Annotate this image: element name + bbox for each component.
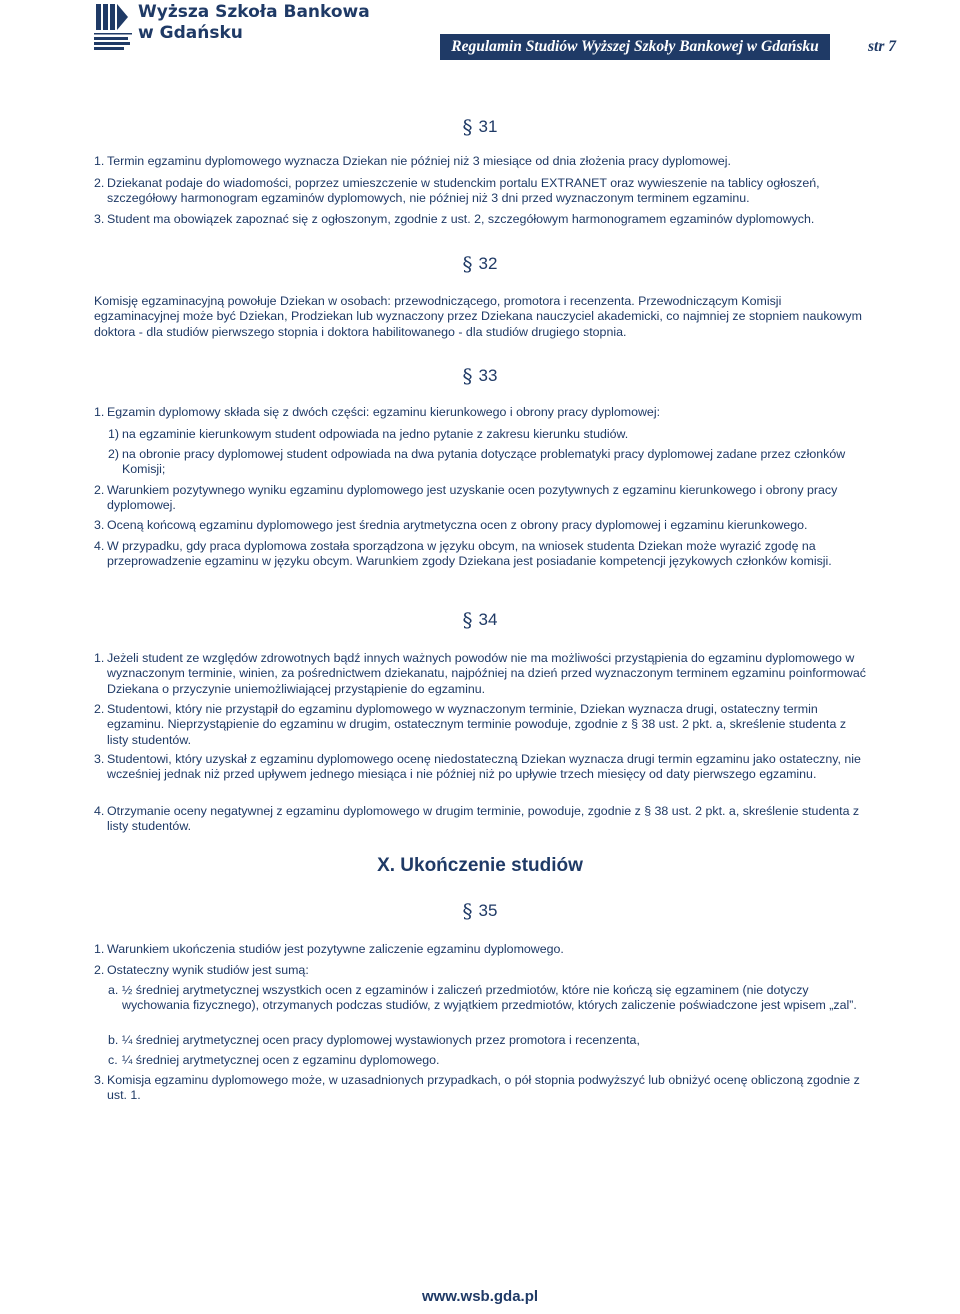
- s35-subitem-b: b. ¼ średniej arytmetycznej ocen pracy dyplomowej wystawionych przez promotora i recenzenta,: [108, 1033, 640, 1047]
- section-sign-icon: §: [462, 899, 473, 923]
- page-number: str 7: [868, 38, 896, 55]
- s35-item-1: 1. Warunkiem ukończenia studiów jest pozytywne zaliczenie egzaminu dyplomowego.: [94, 942, 564, 956]
- s31-item-3: 3. Student ma obowiązek zapoznać się z ogłoszonym, zgodnie z ust. 2, szczegółowym harmonogramem egzaminów dyplomowych.: [94, 212, 815, 226]
- university-logo: [94, 2, 370, 54]
- section-heading-33: § 33: [462, 364, 498, 388]
- logo-line-2: w Gdańsku: [138, 23, 243, 43]
- s35-item-3: 3. Komisja egzaminu dyplomowego może, w uzasadnionych przypadkach, o pół stopnia podwyższyć lub obniżyć ocenę obliczoną zgodnie z ust. 1.: [94, 1073, 860, 1103]
- section-sign-icon: §: [462, 364, 473, 388]
- chapter-heading: X. Ukończenie studiów: [377, 855, 583, 876]
- s34-item-1: 1. Jeżeli student ze względów zdrowotnych bądź innych ważnych powodów nie ma możliwości przystąpienia do egzaminu dyplomowego w wyznaczonym terminie, winien, za pośrednictwem dziekanatu, najpóźniej na dzień przed wyznaczonym terminem egzaminu poinformować Dziekana o przyczynie uniemożliwiającej przystąpienie do egzaminu.: [94, 651, 866, 696]
- s33-item-4: 4. W przypadku, gdy praca dyplomowa została sporządzona w języku obcym, na wniosek studenta Dziekan może wyrazić zgodę na przeprowadzenie egzaminu w języku obcym. Warunkiem zgody Dziekana jest posiadanie kompetencji językowych członków komisji.: [94, 539, 832, 569]
- s33-item-2: 2. Warunkiem pozytywnego wyniku egzaminu dyplomowego jest uzyskanie ocen pozytywnych z egzaminu kierunkowego i obrony pracy dyplomowej.: [94, 483, 838, 513]
- s31-item-1: 1. Termin egzaminu dyplomowego wyznacza Dziekan nie później niż 3 miesiące od dnia złożenia pracy dyplomowej.: [94, 154, 731, 168]
- s33-item-1: 1. Egzamin dyplomowy składa się z dwóch części: egzaminu kierunkowego i obrony pracy dyplomowej:: [94, 405, 661, 419]
- section-heading-31: § 31: [462, 115, 498, 139]
- footer-website: www.wsb.gda.pl: [421, 1288, 539, 1305]
- section-heading-35: § 35: [462, 899, 498, 923]
- section-sign-icon: §: [462, 252, 473, 276]
- s33-item-3: 3. Oceną końcową egzaminu dyplomowego jest średnia arytmetyczna ocen z obrony pracy dyplomowej i egzaminu kierunkowego.: [94, 518, 808, 532]
- s35-subitem-c: c. ¼ średniej arytmetycznej ocen z egzaminu dyplomowego.: [108, 1053, 440, 1067]
- logo-line-1: Wyższa Szkoła Bankowa: [138, 2, 370, 22]
- s34-item-4: 4. Otrzymanie oceny negatywnej z egzaminu dyplomowego w drugim terminie, powoduje, zgodnie z § 38 ust. 2 pkt. a, skreślenie studenta z listy studentów.: [94, 804, 860, 834]
- s35-item-2: 2. Ostateczny wynik studiów jest sumą:: [94, 963, 309, 977]
- s33-subitem-2: 2) na obronie pracy dyplomowej student odpowiada na dwa pytania dotyczące problematyki pracy dyplomowej zadane przez członków Komisji;: [108, 447, 846, 477]
- section-sign-icon: §: [462, 115, 473, 139]
- s35-subitem-a: a. ½ średniej arytmetycznej wszystkich ocen z egzaminów i zaliczeń przedmiotów, które nie kończą się egzaminem (nie dotyczy wychowania fizycznego), otrzymanych podczas studiów, z wyjątkiem przedmiotów, których zaliczenie poświadczone jest wpisem „zal”.: [108, 983, 857, 1013]
- logo-emblem-icon: [94, 2, 132, 52]
- document-title-bar: Regulamin Studiów Wyższej Szkoły Bankowej w Gdańsku: [440, 34, 830, 60]
- s31-item-2: 2. Dziekanat podaje do wiadomości, poprzez umieszczenie w studenckim portalu EXTRANET oraz wywieszenie na tablicy ogłoszeń, szczegółowy harmonogram egzaminów dyplomowych, nie później niż 3 dni przed wyznaczonym terminem egzaminu.: [94, 176, 820, 206]
- section-sign-icon: §: [462, 608, 473, 632]
- s32-text: Komisję egzaminacyjną powołuje Dziekan w osobach: przewodniczącego, promotora i recenzenta. Przewodniczącym Komisji egzaminacyjnej może być Dziekan, Prodziekan lub wyznaczony przez Dziekana nauczyciel akademicki, co najmniej ze stopniem naukowym doktora - dla studiów pierwszego stopnia i doktora habilitowanego - dla studiów drugiego stopnia.: [94, 294, 862, 339]
- section-heading-32: § 32: [462, 252, 498, 276]
- s33-subitem-1: 1) na egzaminie kierunkowym student odpowiada na jedno pytanie z zakresu kierunku studiów.: [108, 427, 629, 441]
- logo-text: [138, 2, 370, 44]
- section-heading-34: § 34: [462, 608, 498, 632]
- s34-item-3: 3. Studentowi, który uzyskał z egzaminu dyplomowego ocenę niedostateczną Dziekan wyznacza drugi termin egzaminu jako ostateczny, nie wcześniej jednak niż przed upływem jednego miesiąca i nie później niż po upływie trzech miesięcy od daty pierwszego egzaminu.: [94, 752, 861, 782]
- s34-item-2: 2. Studentowi, który nie przystąpił do egzaminu dyplomowego w wyznaczonym terminie, Dziekan wyznacza drugi, ostateczny termin egzaminu. Nieprzystąpienie do egzaminu w drugim, ostatecznym terminie powoduje, zgodnie z § 38 ust. 2 pkt. a, skreślenie studenta z listy studentów.: [94, 702, 847, 747]
